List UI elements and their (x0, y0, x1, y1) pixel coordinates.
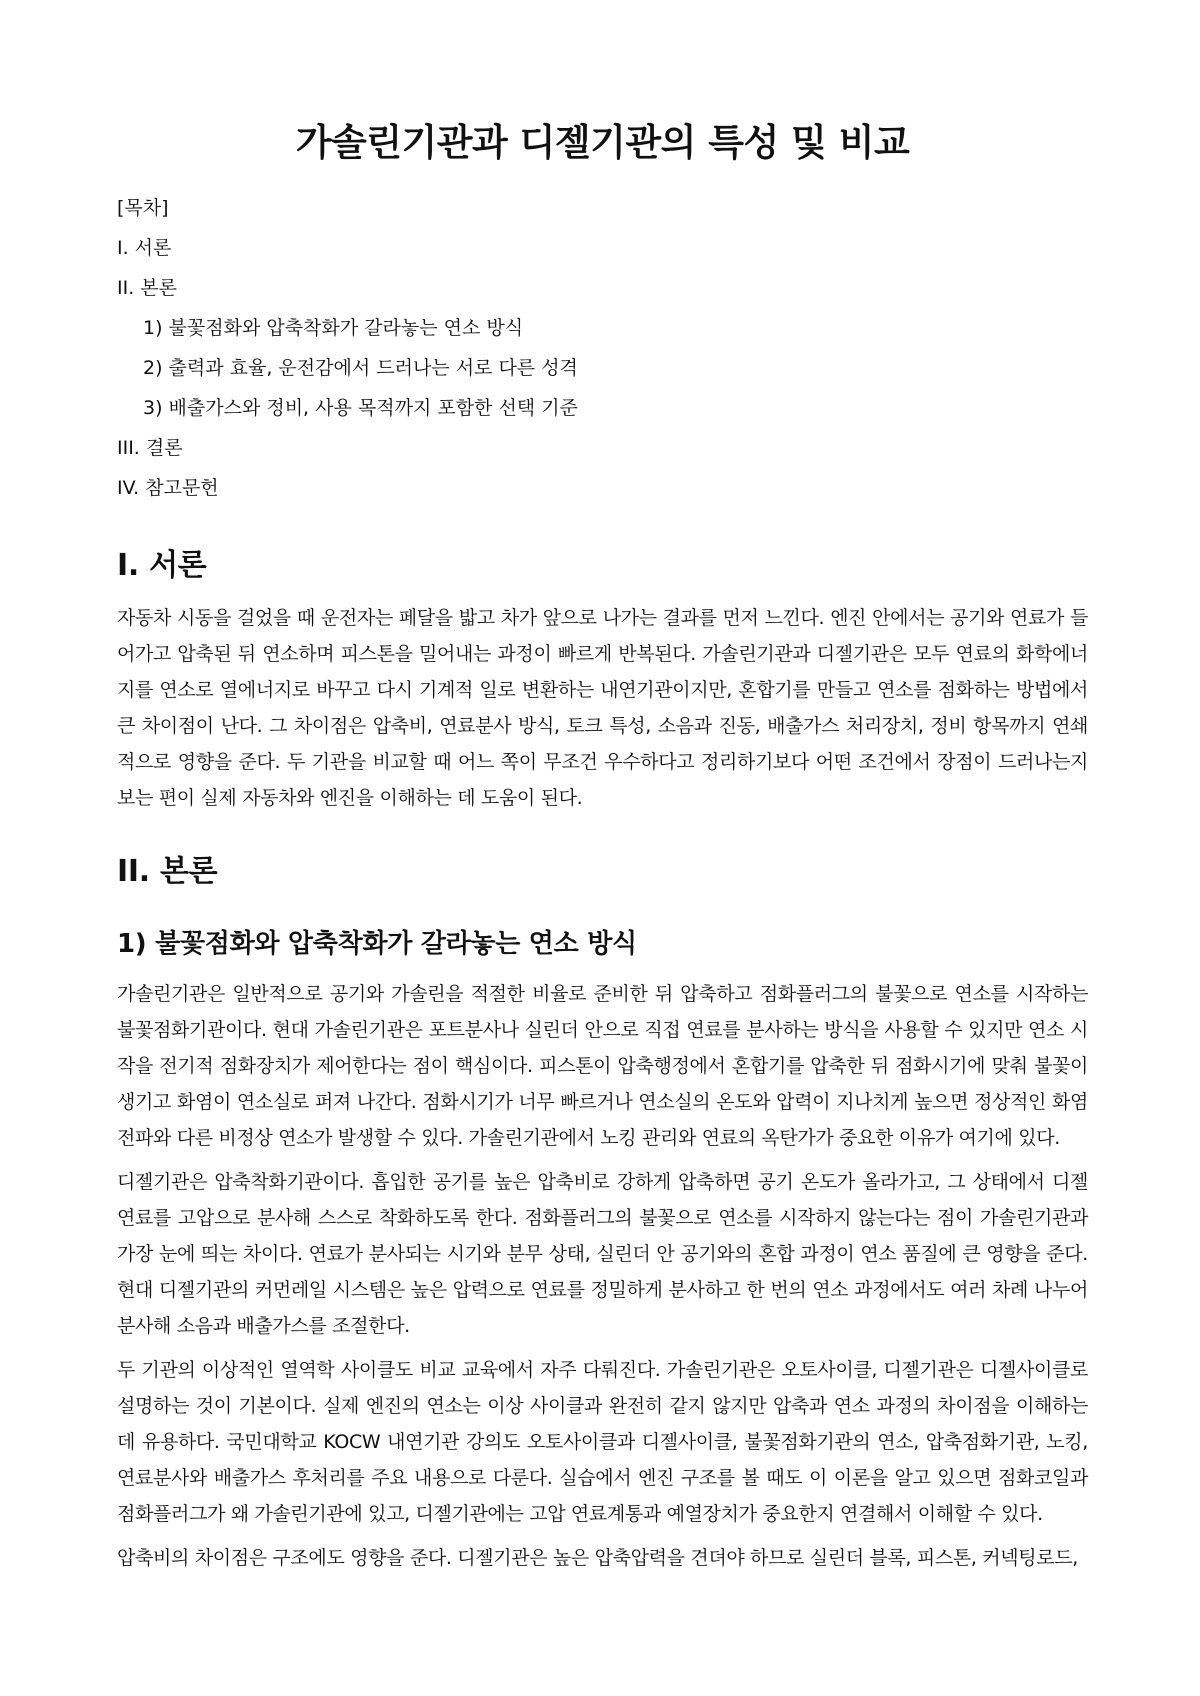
toc-item: I. 서론 (117, 237, 172, 259)
paragraph: 압축비의 차이점은 구조에도 영향을 준다. 디젤기관은 높은 압축압력을 견뎌야 하므로 실린더 블록, 피스톤, 커넥팅로드, (117, 1547, 1078, 1569)
document-page (117, 0, 1088, 1584)
paragraph: 자동차 시동을 걸었을 때 운전자는 페달을 밟고 차가 앞으로 나가는 결과를 먼저 느낀다. 엔진 안에서는 공기와 연료가 들어가고 압축된 뒤 연소하며 피스톤을 밀어내는 과정이 빠르게 반복된다. 가솔린기관과 디젤기관은 모두 연료의 화학에너지를 연소로 열에너지로 바꾸고 다시 기계적 일로 변환하는 내연기관이지만, 혼합기를 만들고 연소를 점화하는 방법에서 큰 차이점이 난다. 그 차이점은 압축비, 연료분사 방식, 토크 특성, 소음과 진동, 배출가스 처리장치, 정비 항목까지 연쇄적으로 영향을 준다. 두 기관을 비교할 때 어느 쪽이 무조건 우수하다고 정리하기보다 어떤 조건에서 장점이 드러나는지 보는 편이 실제 자동차와 엔진을 이해하는 데 도움이 된다. (117, 607, 1088, 809)
toc-subitem: 2) 출력과 효율, 운전감에서 드러나는 서로 다른 성격 (143, 357, 578, 379)
section-heading-body: II. 본론 (117, 854, 218, 889)
table-of-contents (117, 188, 1088, 508)
paragraph: 두 기관의 이상적인 열역학 사이클도 비교 교육에서 자주 다뤄진다. 가솔린기관은 오토사이클, 디젤기관은 디젤사이클로 설명하는 것이 기본이다. 실제 엔진의 연소는 이상 사이클과 완전히 같지 않지만 압축과 연소 과정의 차이점을 이해하는 데 유용하다. 국민대학교 KOCW 내연기관 강의도 오토사이클과 디젤사이클, 불꽃점화기관의 연소, 압축점화기관, 노킹, 연료분사와 배출가스 후처리를 주요 내용으로 다룬다. 실습에서 엔진 구조를 볼 때도 이 이론을 알고 있으면 점화코일과 점화플러그가 왜 가솔린기관에 있고, 디젤기관에는 고압 연료계통과 예열장치가 중요한지 연결해서 이해할 수 있다. (117, 1359, 1088, 1525)
toc-subitem: 1) 불꽃점화와 압축착화가 갈라놓는 연소 방식 (143, 317, 524, 339)
toc-item: III. 결론 (117, 437, 183, 459)
section-heading-intro: I. 서론 (117, 548, 207, 583)
paragraph: 가솔린기관은 일반적으로 공기와 가솔린을 적절한 비율로 준비한 뒤 압축하고 점화플러그의 불꽃으로 연소를 시작하는 불꽃점화기관이다. 현대 가솔린기관은 포트분사나 실린더 안으로 직접 연료를 분사하는 방식을 사용할 수 있지만 연소 시작을 전기적 점화장치가 제어한다는 점이 핵심이다. 피스톤이 압축행정에서 혼합기를 압축한 뒤 점화시기에 맞춰 불꽃이 생기고 화염이 연소실로 퍼져 나간다. 점화시기가 너무 빠르거나 연소실의 온도와 압력이 지나치게 높으면 정상적인 화염 전파와 다른 비정상 연소가 발생할 수 있다. 가솔린기관에서 노킹 관리와 연료의 옥탄가가 중요한 이유가 여기에 있다. (117, 983, 1088, 1149)
paragraph: 디젤기관은 압축착화기관이다. 흡입한 공기를 높은 압축비로 강하게 압축하면 공기 온도가 올라가고, 그 상태에서 디젤 연료를 고압으로 분사해 스스로 착화하도록 한다. 점화플러그의 불꽃으로 연소를 시작하지 않는다는 점이 가솔린기관과 가장 눈에 띄는 차이다. 연료가 분사되는 시기와 분무 상태, 실린더 안 공기와의 혼합 과정이 연소 품질에 큰 영향을 준다. 현대 디젤기관의 커먼레일 시스템은 높은 압력으로 연료를 정밀하게 분사하고 한 번의 연소 과정에서도 여러 차례 나누어 분사해 소음과 배출가스를 조절한다. (117, 1171, 1088, 1337)
toc-subitem: 3) 배출가스와 정비, 사용 목적까지 포함한 선택 기준 (143, 397, 578, 419)
document-title: 가솔린기관과 디젤기관의 특성 및 비교 (295, 121, 910, 164)
toc-item: IV. 참고문헌 (117, 477, 219, 499)
toc-item: II. 본론 (117, 277, 177, 299)
subsection-heading: 1) 불꽃점화와 압축착화가 갈라놓는 연소 방식 (117, 929, 637, 959)
toc-heading: [목차] (117, 197, 169, 219)
